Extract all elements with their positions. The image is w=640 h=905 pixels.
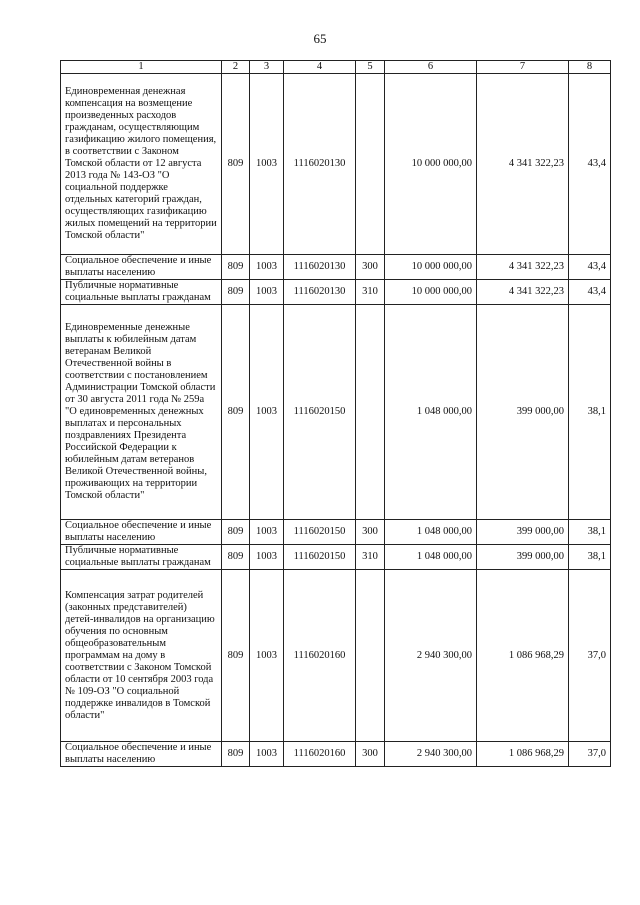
ministry-code: 809 — [222, 545, 250, 570]
column-header: 2 — [222, 61, 250, 74]
section-code: 1003 — [250, 545, 284, 570]
section-code: 1003 — [250, 280, 284, 305]
actual-amount: 4 341 322,23 — [477, 74, 569, 255]
section-code: 1003 — [250, 570, 284, 742]
plan-amount: 2 940 300,00 — [385, 570, 477, 742]
section-code: 1003 — [250, 74, 284, 255]
percent-executed: 38,1 — [569, 305, 611, 520]
section-code: 1003 — [250, 742, 284, 767]
ministry-code: 809 — [222, 520, 250, 545]
target-article: 1116020160 — [284, 742, 356, 767]
expense-type: 310 — [356, 545, 385, 570]
expense-type — [356, 305, 385, 520]
ministry-code: 809 — [222, 742, 250, 767]
ministry-code: 809 — [222, 255, 250, 280]
target-article: 1116020150 — [284, 305, 356, 520]
plan-amount: 1 048 000,00 — [385, 305, 477, 520]
expense-type: 300 — [356, 520, 385, 545]
target-article: 1116020130 — [284, 74, 356, 255]
row-description: Публичные нормативные социальные выплаты гражданам — [61, 545, 222, 570]
plan-amount: 2 940 300,00 — [385, 742, 477, 767]
percent-executed: 43,4 — [569, 280, 611, 305]
actual-amount: 4 341 322,23 — [477, 255, 569, 280]
percent-executed: 38,1 — [569, 545, 611, 570]
budget-table — [60, 60, 611, 767]
table-row — [61, 280, 611, 305]
ministry-code: 809 — [222, 305, 250, 520]
table-row — [61, 255, 611, 280]
row-description: Публичные нормативные социальные выплаты гражданам — [61, 280, 222, 305]
table-row — [61, 570, 611, 742]
ministry-code: 809 — [222, 74, 250, 255]
actual-amount: 4 341 322,23 — [477, 280, 569, 305]
actual-amount: 1 086 968,29 — [477, 570, 569, 742]
target-article: 1116020160 — [284, 570, 356, 742]
row-description: Социальное обеспечение и иные выплаты населению — [61, 255, 222, 280]
expense-type: 310 — [356, 280, 385, 305]
row-description: Социальное обеспечение и иные выплаты населению — [61, 520, 222, 545]
page-number: 65 — [313, 31, 327, 46]
section-code: 1003 — [250, 520, 284, 545]
section-code: 1003 — [250, 305, 284, 520]
row-description: Компенсация затрат родителей (законных представителей) детей-инвалидов на организацию обучения по основным общеобразовательным программам на дому в соответствии с Законом Томской области от 10 сентября 2003 года № 109-ОЗ "О социальной поддержке инвалидов в Томской области" — [61, 570, 222, 742]
section-code: 1003 — [250, 255, 284, 280]
ministry-code: 809 — [222, 280, 250, 305]
column-header: 6 — [385, 61, 477, 74]
expense-type — [356, 74, 385, 255]
plan-amount: 10 000 000,00 — [385, 74, 477, 255]
column-header: 5 — [356, 61, 385, 74]
target-article: 1116020150 — [284, 545, 356, 570]
plan-amount: 10 000 000,00 — [385, 255, 477, 280]
percent-executed: 37,0 — [569, 742, 611, 767]
percent-executed: 38,1 — [569, 520, 611, 545]
target-article: 1116020150 — [284, 520, 356, 545]
actual-amount: 399 000,00 — [477, 520, 569, 545]
actual-amount: 399 000,00 — [477, 545, 569, 570]
actual-amount: 1 086 968,29 — [477, 742, 569, 767]
header-row — [61, 61, 611, 74]
row-description: Единовременные денежные выплаты к юбилейным датам ветеранам Великой Отечественной войны в соответствии с постановлением Администрации Томской области от 30 августа 2011 года № 259а "О единовременных денежных выплатах и персональных поздравлениях Президента Российской Федерации к юбилейным датам ветеранов Великой Отечественной войны, проживающих на территории Томской области" — [61, 305, 222, 520]
row-description: Единовременная денежная компенсация на возмещение произведенных расходов гражданам, осуществляющим газификацию жилого помещения, в соответствии с Законом Томской области от 12 августа 2013 года № 143-ОЗ "О социальной поддержке отдельных категорий граждан, осуществляющих газификацию жилых помещений на территории Томской области" — [61, 74, 222, 255]
expense-type — [356, 570, 385, 742]
row-description: Социальное обеспечение и иные выплаты населению — [61, 742, 222, 767]
column-header: 4 — [284, 61, 356, 74]
percent-executed: 43,4 — [569, 255, 611, 280]
target-article: 1116020130 — [284, 255, 356, 280]
target-article: 1116020130 — [284, 280, 356, 305]
plan-amount: 10 000 000,00 — [385, 280, 477, 305]
table-row — [61, 545, 611, 570]
table-row — [61, 74, 611, 255]
ministry-code: 809 — [222, 570, 250, 742]
column-header: 8 — [569, 61, 611, 74]
plan-amount: 1 048 000,00 — [385, 545, 477, 570]
table-row — [61, 742, 611, 767]
expense-type: 300 — [356, 742, 385, 767]
percent-executed: 43,4 — [569, 74, 611, 255]
column-header: 3 — [250, 61, 284, 74]
percent-executed: 37,0 — [569, 570, 611, 742]
column-header: 7 — [477, 61, 569, 74]
table-row — [61, 305, 611, 520]
expense-type: 300 — [356, 255, 385, 280]
column-header: 1 — [61, 61, 222, 74]
actual-amount: 399 000,00 — [477, 305, 569, 520]
table-row — [61, 520, 611, 545]
plan-amount: 1 048 000,00 — [385, 520, 477, 545]
